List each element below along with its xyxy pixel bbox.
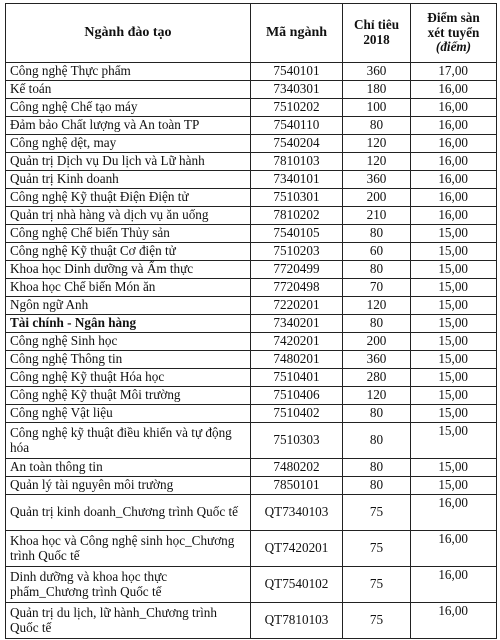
- major-code-cell: 7510401: [251, 369, 343, 387]
- major-code-cell: 7510303: [251, 423, 343, 459]
- header-score: [411, 4, 497, 63]
- admission-table-container: [5, 3, 497, 639]
- score-cell: 15,00: [411, 423, 497, 459]
- score-cell: 16,00: [411, 153, 497, 171]
- score-cell: 16,00: [411, 189, 497, 207]
- header-score-unit: (điểm): [435, 39, 472, 55]
- score-cell: 16,00: [411, 531, 497, 567]
- header-quota-line2: 2018: [363, 32, 390, 47]
- quota-cell: 200: [343, 333, 411, 351]
- score-cell: 16,00: [411, 567, 497, 603]
- table-row: [6, 243, 497, 261]
- table-row: [6, 369, 497, 387]
- major-code-cell: 7340301: [251, 81, 343, 99]
- major-code-cell: 7720498: [251, 279, 343, 297]
- major-name-cell: Công nghệ kỹ thuật điều khiển và tự động hóa: [6, 423, 251, 459]
- quota-cell: 100: [343, 99, 411, 117]
- quota-cell: 200: [343, 189, 411, 207]
- major-name-cell: Công nghệ dệt, may: [6, 135, 251, 153]
- table-row: [6, 279, 497, 297]
- quota-cell: 80: [343, 315, 411, 333]
- quota-cell: 80: [343, 459, 411, 477]
- major-code-cell: 7510406: [251, 387, 343, 405]
- table-row: [6, 387, 497, 405]
- header-score-line2: xét tuyển: [427, 24, 480, 40]
- major-code-cell: QT7420201: [251, 531, 343, 567]
- score-cell: 16,00: [411, 207, 497, 225]
- major-name-cell: Quản trị nhà hàng và dịch vụ ăn uống: [6, 207, 251, 225]
- score-cell: 15,00: [411, 405, 497, 423]
- table-row: [6, 117, 497, 135]
- major-code-cell: 7420201: [251, 333, 343, 351]
- major-name-cell: Công nghệ Chế tạo máy: [6, 99, 251, 117]
- table-row: [6, 351, 497, 369]
- score-cell: 16,00: [411, 603, 497, 639]
- major-name-cell: Công nghệ Kỹ thuật Cơ điện tử: [6, 243, 251, 261]
- major-name-cell: Công nghệ Kỹ thuật Điện Điện tử: [6, 189, 251, 207]
- table-row: [6, 459, 497, 477]
- table-row: [6, 333, 497, 351]
- major-name-cell: Công nghệ Vật liệu: [6, 405, 251, 423]
- score-cell: 16,00: [411, 117, 497, 135]
- table-row: [6, 207, 497, 225]
- major-name-cell: Công nghệ Chế biến Thủy sản: [6, 225, 251, 243]
- quota-cell: 70: [343, 279, 411, 297]
- score-cell: 15,00: [411, 261, 497, 279]
- quota-cell: 75: [343, 495, 411, 531]
- quota-cell: 75: [343, 567, 411, 603]
- major-code-cell: 7480201: [251, 351, 343, 369]
- quota-cell: 60: [343, 243, 411, 261]
- major-name-cell: Quản trị du lịch, lữ hành_Chương trình Quốc tế: [6, 603, 251, 639]
- quota-cell: 80: [343, 117, 411, 135]
- major-name-cell: Công nghệ Thực phẩm: [6, 63, 251, 81]
- quota-cell: 120: [343, 297, 411, 315]
- major-code-cell: 7480202: [251, 459, 343, 477]
- score-cell: 15,00: [411, 351, 497, 369]
- table-row: [6, 567, 497, 603]
- table-row: [6, 81, 497, 99]
- quota-cell: 360: [343, 351, 411, 369]
- score-cell: 16,00: [411, 135, 497, 153]
- score-cell: 15,00: [411, 243, 497, 261]
- major-name-cell: Dinh dưỡng và khoa học thực phẩm_Chương trình Quốc tế: [6, 567, 251, 603]
- major-name-cell: Khoa học và Công nghệ sinh học_Chương trình Quốc tế: [6, 531, 251, 567]
- major-code-cell: 7340201: [251, 315, 343, 333]
- score-cell: 16,00: [411, 99, 497, 117]
- table-row: [6, 405, 497, 423]
- score-cell: 15,00: [411, 297, 497, 315]
- major-code-cell: QT7540102: [251, 567, 343, 603]
- major-name-cell: Khoa học Dinh dưỡng và Ẩm thực: [6, 261, 251, 279]
- major-code-cell: 7510203: [251, 243, 343, 261]
- quota-cell: 280: [343, 369, 411, 387]
- major-name-cell: Khoa học Chế biến Món ăn: [6, 279, 251, 297]
- major-code-cell: 7510301: [251, 189, 343, 207]
- header-quota: [343, 4, 411, 63]
- major-code-cell: 7810103: [251, 153, 343, 171]
- score-cell: 15,00: [411, 387, 497, 405]
- major-code-cell: 7540105: [251, 225, 343, 243]
- table-header-row: [6, 4, 497, 63]
- major-code-cell: 7720499: [251, 261, 343, 279]
- score-cell: 15,00: [411, 459, 497, 477]
- major-code-cell: QT7810103: [251, 603, 343, 639]
- quota-cell: 120: [343, 153, 411, 171]
- quota-cell: 80: [343, 261, 411, 279]
- major-name-cell: Công nghệ Kỹ thuật Hóa học: [6, 369, 251, 387]
- table-row: [6, 261, 497, 279]
- major-code-cell: 7850101: [251, 477, 343, 495]
- table-row: [6, 531, 497, 567]
- major-name-cell: Quản trị Dịch vụ Du lịch và Lữ hành: [6, 153, 251, 171]
- table-row: [6, 495, 497, 531]
- quota-cell: 180: [343, 81, 411, 99]
- admission-score-table: [5, 3, 497, 639]
- major-code-cell: QT7340103: [251, 495, 343, 531]
- quota-cell: 75: [343, 531, 411, 567]
- major-code-cell: 7220201: [251, 297, 343, 315]
- major-code-cell: 7810202: [251, 207, 343, 225]
- table-row: [6, 315, 497, 333]
- table-row: [6, 63, 497, 81]
- major-name-cell: Công nghệ Kỹ thuật Môi trường: [6, 387, 251, 405]
- table-row: [6, 135, 497, 153]
- quota-cell: 80: [343, 477, 411, 495]
- score-cell: 15,00: [411, 369, 497, 387]
- major-name-cell: Công nghệ Thông tin: [6, 351, 251, 369]
- major-code-cell: 7540110: [251, 117, 343, 135]
- score-cell: 15,00: [411, 333, 497, 351]
- table-row: [6, 99, 497, 117]
- major-name-cell: Quản trị Kinh doanh: [6, 171, 251, 189]
- header-score-line1: Điểm sàn: [427, 9, 480, 25]
- quota-cell: 80: [343, 405, 411, 423]
- quota-cell: 210: [343, 207, 411, 225]
- major-name-cell: Công nghệ Sinh học: [6, 333, 251, 351]
- score-cell: 16,00: [411, 171, 497, 189]
- major-name-cell: Quản lý tài nguyên môi trường: [6, 477, 251, 495]
- major-name-cell: Đảm bảo Chất lượng và An toàn TP: [6, 117, 251, 135]
- major-name-cell: Kế toán: [6, 81, 251, 99]
- table-row: [6, 603, 497, 639]
- table-body: [6, 63, 497, 639]
- major-name-cell: Quản trị kinh doanh_Chương trình Quốc tế: [6, 495, 251, 531]
- quota-cell: 360: [343, 171, 411, 189]
- quota-cell: 80: [343, 423, 411, 459]
- table-row: [6, 225, 497, 243]
- score-cell: 15,00: [411, 279, 497, 297]
- major-code-cell: 7510202: [251, 99, 343, 117]
- score-cell: 16,00: [411, 495, 497, 531]
- quota-cell: 75: [343, 603, 411, 639]
- major-name-cell: An toàn thông tin: [6, 459, 251, 477]
- score-cell: 15,00: [411, 477, 497, 495]
- table-row: [6, 477, 497, 495]
- score-cell: 15,00: [411, 315, 497, 333]
- quota-cell: 120: [343, 135, 411, 153]
- score-cell: 16,00: [411, 81, 497, 99]
- header-major: Ngành đào tạo: [6, 4, 251, 63]
- table-row: [6, 171, 497, 189]
- major-code-cell: 7340101: [251, 171, 343, 189]
- quota-cell: 80: [343, 225, 411, 243]
- header-code: Mã ngành: [251, 4, 343, 63]
- major-name-cell: Tài chính - Ngân hàng: [6, 315, 251, 333]
- major-code-cell: 7540101: [251, 63, 343, 81]
- table-row: [6, 297, 497, 315]
- table-row: [6, 153, 497, 171]
- major-code-cell: 7540204: [251, 135, 343, 153]
- major-name-cell: Ngôn ngữ Anh: [6, 297, 251, 315]
- table-row: [6, 423, 497, 459]
- score-cell: 15,00: [411, 225, 497, 243]
- header-quota-line1: Chỉ tiêu: [353, 17, 400, 33]
- table-row: [6, 189, 497, 207]
- quota-cell: 360: [343, 63, 411, 81]
- quota-cell: 120: [343, 387, 411, 405]
- score-cell: 17,00: [411, 63, 497, 81]
- major-code-cell: 7510402: [251, 405, 343, 423]
